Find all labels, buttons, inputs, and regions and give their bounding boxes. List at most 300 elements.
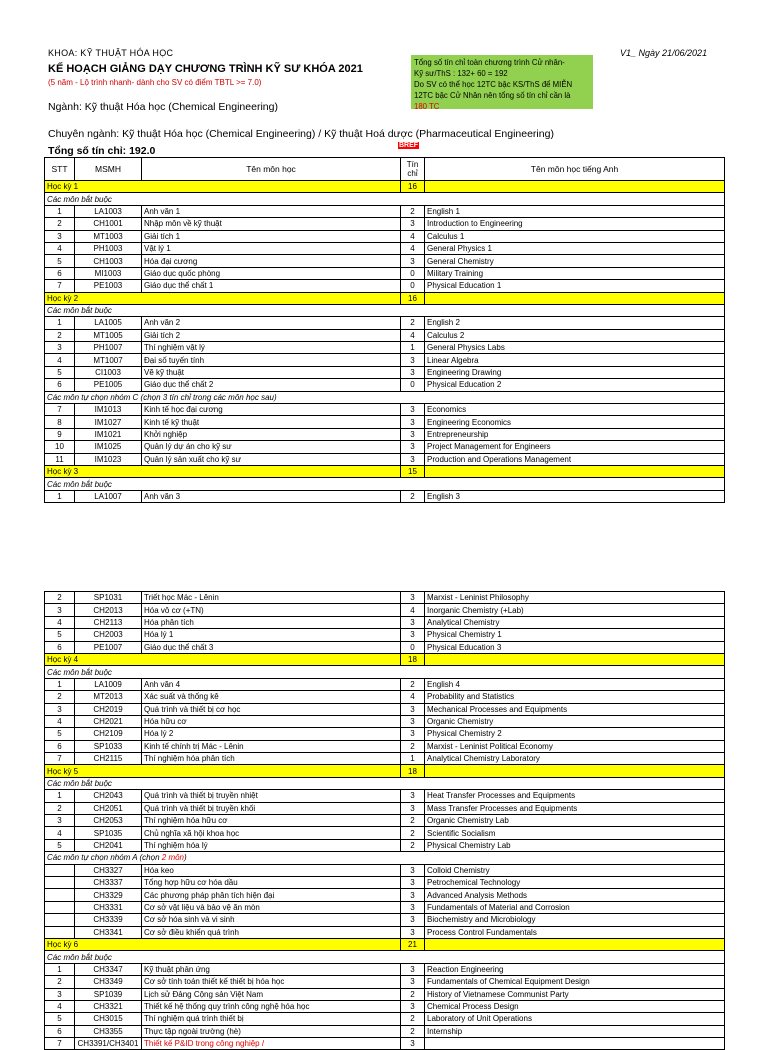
document-title: KẾ HOẠCH GIẢNG DẠY CHƯƠNG TRÌNH KỸ SƯ KHÓA 2021 <box>48 63 363 75</box>
course-credits: 2 <box>401 490 425 502</box>
semester-credits: 21 <box>401 938 425 950</box>
course-english-name: Laboratory of Unit Operations <box>425 1013 725 1025</box>
course-english-name: Process Control Fundamentals <box>425 926 725 938</box>
course-stt: 5 <box>45 629 75 641</box>
course-credits: 0 <box>401 267 425 279</box>
course-name: Cơ sở điều khiển quá trình <box>142 926 401 938</box>
course-credits: 2 <box>401 1013 425 1025</box>
course-credits: 3 <box>401 889 425 901</box>
course-credits: 3 <box>401 715 425 727</box>
course-stt: 3 <box>45 815 75 827</box>
course-credits: 3 <box>401 218 425 230</box>
course-credits: 3 <box>401 416 425 428</box>
course-code: CH2115 <box>75 753 142 765</box>
course-code: CH3347 <box>75 963 142 975</box>
course-english-name: Internship <box>425 1025 725 1037</box>
course-stt: 4 <box>45 715 75 727</box>
course-stt: 2 <box>45 691 75 703</box>
course-name: Khởi nghiệp <box>142 428 401 440</box>
course-english-name: Linear Algebra <box>425 354 725 366</box>
course-english-name: Chemical Process Design <box>425 1000 725 1012</box>
course-credits: 2 <box>401 1025 425 1037</box>
course-stt: 11 <box>45 453 75 465</box>
category-label <box>45 478 725 490</box>
course-credits: 3 <box>401 366 425 378</box>
course-name: Giáo dục quốc phòng <box>142 267 401 279</box>
semester-row <box>45 765 725 777</box>
table-row <box>45 242 725 254</box>
course-code: SP1031 <box>75 592 142 604</box>
course-stt: 6 <box>45 740 75 752</box>
semester-credits: 15 <box>401 465 425 477</box>
course-credits: 4 <box>401 691 425 703</box>
course-name: Nhập môn về kỹ thuật <box>142 218 401 230</box>
course-name: Giáo dục thể chất 3 <box>142 641 401 653</box>
course-credits: 3 <box>401 616 425 628</box>
course-english-name: Physical Chemistry 2 <box>425 728 725 740</box>
course-english-name: English 3 <box>425 490 725 502</box>
course-name: Hóa vô cơ (+TN) <box>142 604 401 616</box>
course-english-name: Advanced Analysis Methods <box>425 889 725 901</box>
course-credits: 4 <box>401 604 425 616</box>
course-credits: 2 <box>401 815 425 827</box>
course-name: Cơ sở hóa sinh và vi sinh <box>142 914 401 926</box>
course-credits: 2 <box>401 317 425 329</box>
table-row <box>45 926 725 938</box>
course-code: CH2043 <box>75 790 142 802</box>
course-credits: 4 <box>401 242 425 254</box>
course-code: CH3337 <box>75 876 142 888</box>
course-english-name: Marxist - Leninist Philosophy <box>425 592 725 604</box>
table-row <box>45 592 725 604</box>
semester-filler <box>425 181 725 193</box>
course-stt: 1 <box>45 490 75 502</box>
course-english-name: Fundamentals of Chemical Equipment Design <box>425 976 725 988</box>
course-code: IM1013 <box>75 404 142 416</box>
category-row <box>45 852 725 864</box>
course-stt <box>45 864 75 876</box>
note-line: Do SV có thể học 12TC bậc KS/ThS để MIỄN <box>414 80 573 89</box>
semester-label: Học kỳ 5 <box>45 765 401 777</box>
course-stt: 3 <box>45 230 75 242</box>
table-row <box>45 976 725 988</box>
course-code: CH2041 <box>75 839 142 851</box>
course-name: Giải tích 2 <box>142 329 401 341</box>
col-english: Tên môn học tiếng Anh <box>425 158 725 181</box>
course-stt: 4 <box>45 242 75 254</box>
course-english-name: Scientific Socialism <box>425 827 725 839</box>
table-row <box>45 342 725 354</box>
table-row <box>45 678 725 690</box>
course-name: Giáo dục thể chất 1 <box>142 280 401 292</box>
course-name: Cơ sở tính toán thiết kế thiết bị hóa học <box>142 976 401 988</box>
category-label <box>45 391 725 403</box>
course-english-name: Calculus 1 <box>425 230 725 242</box>
course-code: CH2109 <box>75 728 142 740</box>
category-row <box>45 666 725 678</box>
table-row <box>45 691 725 703</box>
course-credits: 3 <box>401 914 425 926</box>
course-code: CH2051 <box>75 802 142 814</box>
course-name: Anh văn 2 <box>142 317 401 329</box>
course-stt: 4 <box>45 827 75 839</box>
course-code: IM1027 <box>75 416 142 428</box>
category-text: Các môn tự chọn nhóm A (chọn <box>47 853 162 863</box>
category-row <box>45 478 725 490</box>
course-name: Kỹ thuật phản ứng <box>142 963 401 975</box>
document-subtitle: (5 năm - Lộ trình nhanh- dành cho SV có điểm TBTL >= 7.0) <box>48 78 262 87</box>
course-english-name: English 4 <box>425 678 725 690</box>
semester-credits: 18 <box>401 653 425 665</box>
course-name: Hóa hữu cơ <box>142 715 401 727</box>
category-label <box>45 777 725 789</box>
course-code: CH3015 <box>75 1013 142 1025</box>
semester-credits: 18 <box>401 765 425 777</box>
category-highlight: 2 môn <box>161 853 184 863</box>
course-code: IM1023 <box>75 453 142 465</box>
course-credits: 2 <box>401 678 425 690</box>
table-row <box>45 753 725 765</box>
course-stt: 7 <box>45 280 75 292</box>
table-row <box>45 914 725 926</box>
course-stt: 9 <box>45 428 75 440</box>
course-stt: 2 <box>45 976 75 988</box>
category-label <box>45 951 725 963</box>
course-stt: 6 <box>45 267 75 279</box>
course-code: CH3341 <box>75 926 142 938</box>
course-english-name: Economics <box>425 404 725 416</box>
course-stt: 4 <box>45 1000 75 1012</box>
course-code: CH3391/CH3401 <box>75 1038 142 1050</box>
course-english-name: Colloid Chemistry <box>425 864 725 876</box>
course-credits: 3 <box>401 354 425 366</box>
course-credits: 2 <box>401 205 425 217</box>
semester-row <box>45 653 725 665</box>
course-name: Quá trình và thiết bị cơ học <box>142 703 401 715</box>
course-code: CH3339 <box>75 914 142 926</box>
course-code: MI1003 <box>75 267 142 279</box>
course-english-name: Organic Chemistry Lab <box>425 815 725 827</box>
semester-filler <box>425 292 725 304</box>
course-name: Hóa lý 2 <box>142 728 401 740</box>
course-credits: 2 <box>401 827 425 839</box>
course-stt: 10 <box>45 441 75 453</box>
course-name: Thực tập ngoài trường (hè) <box>142 1025 401 1037</box>
major-label: Ngành: Kỹ thuật Hóa học (Chemical Engineering) <box>48 101 278 113</box>
course-english-name: Physical Education 2 <box>425 379 725 391</box>
course-name: Kinh tế học đại cương <box>142 404 401 416</box>
course-stt <box>45 914 75 926</box>
course-name: Cơ sở vật liệu và bảo vệ ăn mòn <box>142 901 401 913</box>
course-english-name: Physical Education 3 <box>425 641 725 653</box>
course-code: SP1039 <box>75 988 142 1000</box>
table-row <box>45 1025 725 1037</box>
course-english-name: English 2 <box>425 317 725 329</box>
semester-filler <box>425 465 725 477</box>
credits-note-box <box>411 55 593 109</box>
course-stt: 1 <box>45 317 75 329</box>
category-text: Các môn bắt buộc <box>47 194 112 204</box>
course-name: Thí nghiệm hóa lý <box>142 839 401 851</box>
table-row <box>45 740 725 752</box>
course-english-name <box>425 1038 725 1050</box>
table-row <box>45 641 725 653</box>
course-code: MT2013 <box>75 691 142 703</box>
course-stt: 4 <box>45 354 75 366</box>
semester-label: Học kỳ 1 <box>45 181 401 193</box>
course-credits: 3 <box>401 876 425 888</box>
table-row <box>45 404 725 416</box>
course-credits: 2 <box>401 988 425 1000</box>
course-english-name: Physical Education 1 <box>425 280 725 292</box>
course-credits: 3 <box>401 963 425 975</box>
course-english-name: Heat Transfer Processes and Equipments <box>425 790 725 802</box>
course-english-name: Military Training <box>425 267 725 279</box>
course-credits: 3 <box>401 1000 425 1012</box>
semester-row <box>45 181 725 193</box>
table-row <box>45 416 725 428</box>
total-credits-label: Tổng số tín chỉ: 192.0 <box>48 145 156 157</box>
course-code: LA1009 <box>75 678 142 690</box>
table-row <box>45 379 725 391</box>
course-stt: 7 <box>45 753 75 765</box>
table-row <box>45 889 725 901</box>
table-row <box>45 453 725 465</box>
table-row <box>45 230 725 242</box>
semester-row <box>45 938 725 950</box>
col-credits: Tín chỉ <box>401 158 425 181</box>
course-code: CH3329 <box>75 889 142 901</box>
table-row <box>45 218 725 230</box>
col-name: Tên môn học <box>142 158 401 181</box>
category-text-end: ) <box>184 853 187 863</box>
table-row <box>45 255 725 267</box>
course-english-name: Biochemistry and Microbiology <box>425 914 725 926</box>
course-code: CH2019 <box>75 703 142 715</box>
course-stt: 3 <box>45 342 75 354</box>
course-english-name: Introduction to Engineering <box>425 218 725 230</box>
version-date: V1_ Ngày 21/06/2021 <box>620 48 708 58</box>
course-stt: 5 <box>45 1013 75 1025</box>
curriculum-table-page-2 <box>44 591 725 1050</box>
course-credits: 3 <box>401 901 425 913</box>
course-english-name: Engineering Economics <box>425 416 725 428</box>
course-english-name: Physical Chemistry Lab <box>425 839 725 851</box>
course-name: Xác suất và thống kê <box>142 691 401 703</box>
course-english-name: Mass Transfer Processes and Equipments <box>425 802 725 814</box>
course-code: IM1021 <box>75 428 142 440</box>
table-row <box>45 317 725 329</box>
table-row <box>45 963 725 975</box>
course-stt: 7 <box>45 1038 75 1050</box>
course-english-name: Project Management for Engineers <box>425 441 725 453</box>
course-english-name: Inorganic Chemistry (+Lab) <box>425 604 725 616</box>
table-row <box>45 790 725 802</box>
course-code: CH2003 <box>75 629 142 641</box>
col-msmh: MSMH <box>75 158 142 181</box>
course-english-name: Engineering Drawing <box>425 366 725 378</box>
table-row <box>45 1000 725 1012</box>
course-credits: 0 <box>401 280 425 292</box>
course-stt: 5 <box>45 255 75 267</box>
table-row <box>45 629 725 641</box>
table-row <box>45 205 725 217</box>
table-row <box>45 267 725 279</box>
course-stt: 4 <box>45 616 75 628</box>
course-credits: 0 <box>401 379 425 391</box>
semester-label: Học kỳ 2 <box>45 292 401 304</box>
course-code: PE1003 <box>75 280 142 292</box>
table-row <box>45 490 725 502</box>
category-row <box>45 391 725 403</box>
category-row <box>45 951 725 963</box>
course-code: LA1007 <box>75 490 142 502</box>
course-credits: 3 <box>401 428 425 440</box>
course-name: Tổng hợp hữu cơ hóa dầu <box>142 876 401 888</box>
semester-label: Học kỳ 4 <box>45 653 401 665</box>
course-code: CH3327 <box>75 864 142 876</box>
course-name: Kinh tế kỹ thuật <box>142 416 401 428</box>
course-name: Thí nghiệm quá trình thiết bị <box>142 1013 401 1025</box>
course-name: Quá trình và thiết bị truyền khối <box>142 802 401 814</box>
course-stt: 2 <box>45 802 75 814</box>
course-stt: 3 <box>45 604 75 616</box>
course-credits: 2 <box>401 839 425 851</box>
table-row <box>45 616 725 628</box>
course-credits: 3 <box>401 404 425 416</box>
course-name: Kinh tế chính trị Mác - Lênin <box>142 740 401 752</box>
course-stt: 8 <box>45 416 75 428</box>
course-english-name: Marxist - Leninist Political Economy <box>425 740 725 752</box>
course-credits: 3 <box>401 802 425 814</box>
col-stt: STT <box>45 158 75 181</box>
course-code: CH3331 <box>75 901 142 913</box>
course-english-name: General Physics 1 <box>425 242 725 254</box>
table-row <box>45 815 725 827</box>
category-row <box>45 193 725 205</box>
course-credits: 3 <box>401 629 425 641</box>
table-row <box>45 703 725 715</box>
course-stt: 5 <box>45 839 75 851</box>
course-code: LA1003 <box>75 205 142 217</box>
table-row <box>45 715 725 727</box>
course-code: CI1003 <box>75 366 142 378</box>
course-credits: 3 <box>401 926 425 938</box>
course-name: Vẽ kỹ thuật <box>142 366 401 378</box>
course-stt <box>45 926 75 938</box>
course-credits: 3 <box>401 255 425 267</box>
course-code: CH2113 <box>75 616 142 628</box>
course-english-name: Calculus 2 <box>425 329 725 341</box>
table-row <box>45 329 725 341</box>
note-line: 12TC bậc Cử Nhân nên tổng số tín chỉ cần là <box>414 91 571 100</box>
course-name: Vật lý 1 <box>142 242 401 254</box>
course-name: Hóa lý 1 <box>142 629 401 641</box>
course-english-name: Analytical Chemistry <box>425 616 725 628</box>
course-english-name: Petrochemical Technology <box>425 876 725 888</box>
course-english-name: Entrepreneurship <box>425 428 725 440</box>
course-code: CH1001 <box>75 218 142 230</box>
course-stt: 2 <box>45 592 75 604</box>
table-row <box>45 604 725 616</box>
course-credits: 4 <box>401 329 425 341</box>
category-label <box>45 193 725 205</box>
semester-filler <box>425 653 725 665</box>
semester-filler <box>425 765 725 777</box>
category-label <box>45 304 725 316</box>
course-credits: 3 <box>401 592 425 604</box>
course-credits: 0 <box>401 641 425 653</box>
course-name: Quá trình và thiết bị truyền nhiệt <box>142 790 401 802</box>
table-row <box>45 428 725 440</box>
table-row <box>45 864 725 876</box>
course-name: Chủ nghĩa xã hội khoa học <box>142 827 401 839</box>
course-stt: 3 <box>45 703 75 715</box>
bref-error-tag: BREF <box>399 142 419 149</box>
course-stt: 2 <box>45 329 75 341</box>
note-line: Tổng số tín chỉ toàn chương trình Cử nhân- <box>414 58 565 67</box>
course-stt: 5 <box>45 366 75 378</box>
course-stt: 1 <box>45 205 75 217</box>
course-credits: 3 <box>401 441 425 453</box>
note-line: Kỹ sư/ThS : 132+ 60 = 192 <box>414 69 508 78</box>
semester-label: Học kỳ 3 <box>45 465 401 477</box>
course-stt: 2 <box>45 218 75 230</box>
category-label <box>45 852 725 864</box>
table-row <box>45 988 725 1000</box>
category-text: Các môn bắt buộc <box>47 306 112 316</box>
table-row <box>45 366 725 378</box>
course-stt: 6 <box>45 1025 75 1037</box>
course-english-name: General Physics Labs <box>425 342 725 354</box>
course-stt: 3 <box>45 988 75 1000</box>
course-credits: 3 <box>401 790 425 802</box>
semester-label: Học kỳ 6 <box>45 938 401 950</box>
course-credits: 3 <box>401 864 425 876</box>
course-code: PH1007 <box>75 342 142 354</box>
course-name: Thí nghiệm vật lý <box>142 342 401 354</box>
course-english-name: Mechanical Processes and Equipments <box>425 703 725 715</box>
course-name: Thiết kế hệ thống quy trình công nghệ hóa học <box>142 1000 401 1012</box>
table-row <box>45 802 725 814</box>
semester-credits: 16 <box>401 181 425 193</box>
course-code: CH2013 <box>75 604 142 616</box>
curriculum-table-page-1 <box>44 157 725 503</box>
course-stt: 5 <box>45 728 75 740</box>
semester-row <box>45 465 725 477</box>
course-name: Anh văn 1 <box>142 205 401 217</box>
table-row <box>45 827 725 839</box>
specialization-label: Chuyên ngành: Kỹ thuật Hóa học (Chemical Engineering) / Kỹ thuật Hoá dược (Pharmaceutical Engineering) <box>48 128 554 140</box>
course-code: PE1005 <box>75 379 142 391</box>
course-name: Thí nghiệm hóa phân tích <box>142 753 401 765</box>
table-row <box>45 728 725 740</box>
course-name: Giải tích 1 <box>142 230 401 242</box>
category-text: Các môn bắt buộc <box>47 952 112 962</box>
course-stt <box>45 889 75 901</box>
note-line-highlight: 180 TC <box>414 102 440 109</box>
course-credits: 3 <box>401 728 425 740</box>
course-code: IM1025 <box>75 441 142 453</box>
course-code: MT1005 <box>75 329 142 341</box>
course-code: SP1033 <box>75 740 142 752</box>
course-english-name: Fundamentals of Material and Corrosion <box>425 901 725 913</box>
course-code: CH1003 <box>75 255 142 267</box>
course-name: Thí nghiệm hóa hữu cơ <box>142 815 401 827</box>
course-credits: 4 <box>401 230 425 242</box>
course-name: Quản lý sản xuất cho kỹ sư <box>142 453 401 465</box>
table-row <box>45 441 725 453</box>
